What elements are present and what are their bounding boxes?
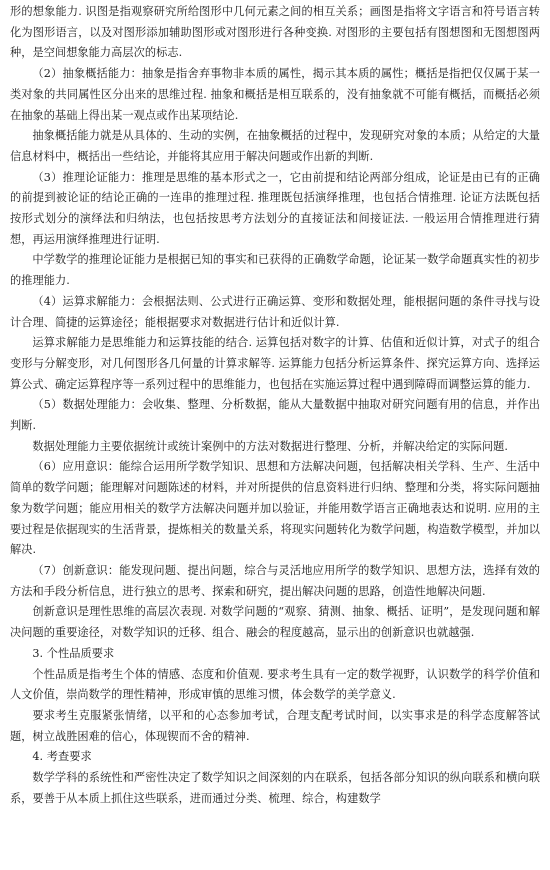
continued-paragraph: 形的想象能力. 识图是指观察研究所给图形中几何元素之间的相互关系；画图是指将文字语言和符号语言转化为图形语言，以及对图形添加辅助图形或对图形进行各种变换. 对图形的主要包括有图想图和无图想图两种，是空间想象能力高层次的标志. <box>10 5 540 60</box>
section-heading-personality: 3. 个性品质要求 <box>32 646 115 660</box>
paragraph-data-processing-ability: （5）数据处理能力：会收集、整理、分析数据，能从大量数据中抽取对研究问题有用的信息，并作出判断. <box>10 398 540 433</box>
paragraph: 中学数学的推理论证能力是根据已知的事实和已获得的正确数学命题，论证某一数学命题真实性的初步的推理能力. <box>10 253 540 288</box>
paragraph-abstraction-ability: （2）抽象概括能力：抽象是指舍弃事物非本质的属性，揭示其本质的属性；概括是指把仅仅属于某一类对象的共同属性区分出来的思维过程. 抽象和概括是相互联系的，没有抽象就不可能有概括，而概括必须在抽象的基础上得出某一观点或作出某项结论. <box>10 67 540 122</box>
paragraph: 数据处理能力主要依据统计或统计案例中的方法对数据进行整理、分析，并解决给定的实际问题. <box>32 439 508 453</box>
section-heading-requirements: 4. 考查要求 <box>32 750 92 764</box>
paragraph-computation-ability: （4）运算求解能力：会根据法则、公式进行正确运算、变形和数据处理，能根据问题的条件寻找与设计合理、简捷的运算途径；能根据要求对数据进行估计和近似计算. <box>10 294 540 329</box>
paragraph: 抽象概括能力就是从具体的、生动的实例，在抽象概括的过程中，发现研究对象的本质；从给定的大量信息材料中，概括出一些结论，并能将其应用于解决问题或作出新的判断. <box>10 129 540 163</box>
paragraph: 要求考生克服紧张情绪，以平和的心态参加考试，合理支配考试时间，以实事求是的科学态度解答试题，树立战胜困难的信心，体现锲而不舍的精神. <box>10 708 540 743</box>
paragraph-reasoning-ability: （3）推理论证能力：推理是思维的基本形式之一，它由前提和结论两部分组成，论证是由已有的正确的前提到被论证的结论正确的一连串的推理过程. 推理既包括演绎推理，也包括合情推理. 论证方法既包括按形式划分的演绎法和归纳法，也包括按思考方法划分的直接证法和间接证法. 一般运用合情推理进行猜想，再运用演绎推理进行证明. <box>10 170 540 246</box>
paragraph-innovation-awareness: （7）创新意识：能发现问题、提出问题，综合与灵活地应用所学的数学知识、思想方法，选择有效的方法和手段分析信息，进行独立的思考、探索和研究，提出解决问题的思路，创造性地解决问题. <box>10 563 540 598</box>
paragraph: 创新意识是理性思维的高层次表现. 对数学问题的“观察、猜测、抽象、概括、证明”，是发现问题和解决问题的重要途径，对数学知识的迁移、组合、融会的程度越高，显示出的创新意识也就越强. <box>10 605 540 640</box>
paragraph-application-awareness: （6）应用意识：能综合运用所学数学知识、思想和方法解决问题，包括解决相关学科、生产、生活中简单的数学问题；能理解对问题陈述的材料，并对所提供的信息资料进行归纳、整理和分类，将实际问题抽象为数学问题；能应用相关的数学方法解决问题并加以验证，并能用数学语言正确地表达和说明. 应用的主要过程是依据现实的生活背景，提炼相关的数量关系，将现实问题转化为数学问题，构造数学模型，并加以解决. <box>10 460 540 557</box>
paragraph: 运算求解能力是思维能力和运算技能的结合. 运算包括对数字的计算、估值和近似计算，对式子的组合变形与分解变形，对几何图形各几何量的计算求解等. 运算能力包括分析运算条件、探究运算方向、选择运算公式、确定运算程序等一系列过程中的思维能力，也包括在实施运算过程中遇到障碍而调整运算的能力. <box>10 336 540 391</box>
paragraph: 个性品质是指考生个体的情感、态度和价值观. 要求考生具有一定的数学视野，认识数学的科学价值和人文价值，崇尚数学的理性精神，形成审慎的思维习惯，体会数学的美学意义. <box>10 667 540 702</box>
paragraph: 数学学科的系统性和严密性决定了数学知识之间深刻的内在联系，包括各部分知识的纵向联系和横向联系，要善于从本质上抓住这些联系，进而通过分类、梳理、综合，构建数学 <box>10 771 540 805</box>
